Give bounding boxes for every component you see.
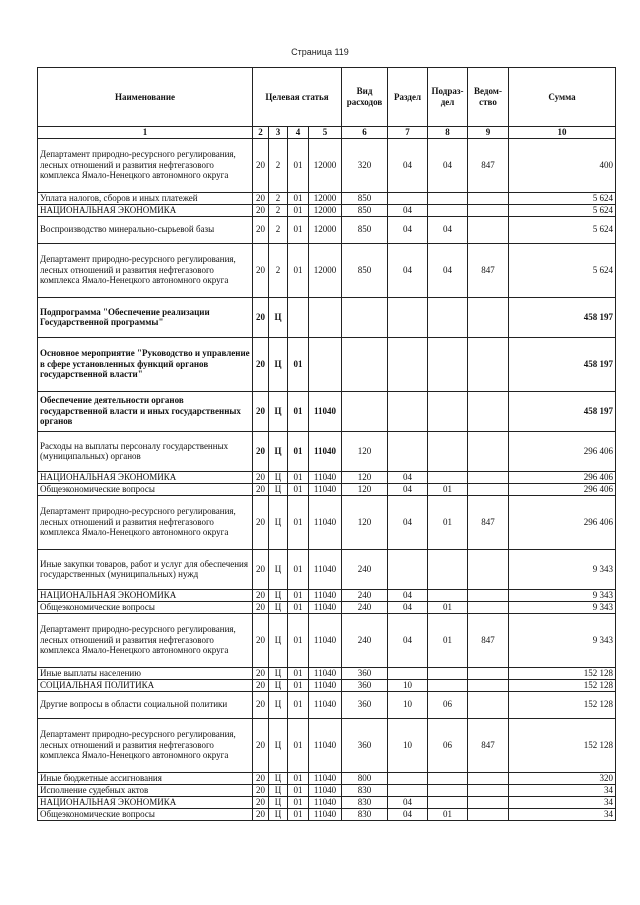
- amount-cell: 5 624: [509, 216, 616, 243]
- target-code-cell: 20: [253, 431, 269, 471]
- department-cell: [468, 204, 509, 216]
- target-code-cell: 11040: [309, 613, 342, 667]
- column-number-row: [38, 127, 616, 139]
- header-department: Ведом-ство: [468, 68, 509, 127]
- department-cell: [468, 667, 509, 679]
- subsection-cell: 06: [428, 718, 468, 772]
- target-code-cell: Ц: [269, 337, 288, 391]
- target-code-cell: 01: [288, 471, 309, 483]
- target-code-cell: [309, 337, 342, 391]
- column-number: 10: [509, 127, 616, 139]
- department-cell: 847: [468, 613, 509, 667]
- header-subsection: Подраз-дел: [428, 68, 468, 127]
- expense-type-cell: 360: [342, 667, 388, 679]
- target-code-cell: 01: [288, 691, 309, 718]
- target-code-cell: 11040: [309, 495, 342, 549]
- target-code-cell: 20: [253, 772, 269, 784]
- section-cell: [388, 549, 428, 589]
- subsection-cell: [428, 772, 468, 784]
- target-code-cell: Ц: [269, 391, 288, 431]
- target-code-cell: Ц: [269, 679, 288, 691]
- target-code-cell: 20: [253, 796, 269, 808]
- section-cell: 04: [388, 243, 428, 297]
- subsection-cell: [428, 471, 468, 483]
- target-code-cell: 2: [269, 216, 288, 243]
- target-code-cell: Ц: [269, 718, 288, 772]
- target-code-cell: 01: [288, 784, 309, 796]
- department-cell: [468, 691, 509, 718]
- table-row: [38, 589, 616, 601]
- budget-table: [37, 67, 616, 821]
- target-code-cell: 11040: [309, 772, 342, 784]
- row-name-cell: Другие вопросы в области социальной политики: [38, 691, 253, 718]
- amount-cell: 296 406: [509, 495, 616, 549]
- target-code-cell: 20: [253, 337, 269, 391]
- target-code-cell: 11040: [309, 589, 342, 601]
- amount-cell: 34: [509, 784, 616, 796]
- table-body: [38, 138, 616, 820]
- expense-type-cell: 830: [342, 796, 388, 808]
- amount-cell: 152 128: [509, 718, 616, 772]
- subsection-cell: [428, 337, 468, 391]
- target-code-cell: 11040: [309, 808, 342, 820]
- target-code-cell: 01: [288, 601, 309, 613]
- department-cell: [468, 796, 509, 808]
- target-code-cell: 01: [288, 216, 309, 243]
- subsection-cell: [428, 667, 468, 679]
- section-cell: [388, 772, 428, 784]
- header-name: Наименование: [38, 68, 253, 127]
- expense-type-cell: 830: [342, 784, 388, 796]
- target-code-cell: 2: [269, 192, 288, 204]
- section-cell: [388, 431, 428, 471]
- target-code-cell: 01: [288, 483, 309, 495]
- table-row: [38, 667, 616, 679]
- expense-type-cell: 320: [342, 138, 388, 192]
- expense-type-cell: 240: [342, 613, 388, 667]
- table-header-row: [38, 68, 616, 127]
- target-code-cell: 01: [288, 772, 309, 784]
- target-code-cell: Ц: [269, 613, 288, 667]
- target-code-cell: 11040: [309, 483, 342, 495]
- amount-cell: 34: [509, 796, 616, 808]
- column-number: 3: [269, 127, 288, 139]
- table-row: [38, 204, 616, 216]
- header-amount: Сумма: [509, 68, 616, 127]
- department-cell: [468, 772, 509, 784]
- target-code-cell: 11040: [309, 471, 342, 483]
- expense-type-cell: 360: [342, 691, 388, 718]
- row-name-cell: НАЦИОНАЛЬНАЯ ЭКОНОМИКА: [38, 589, 253, 601]
- table-row: [38, 772, 616, 784]
- subsection-cell: [428, 391, 468, 431]
- department-cell: [468, 216, 509, 243]
- target-code-cell: 12000: [309, 204, 342, 216]
- department-cell: [468, 679, 509, 691]
- target-code-cell: 11040: [309, 718, 342, 772]
- column-number: 7: [388, 127, 428, 139]
- section-cell: 04: [388, 589, 428, 601]
- department-cell: [468, 549, 509, 589]
- column-number: 4: [288, 127, 309, 139]
- amount-cell: 152 128: [509, 667, 616, 679]
- target-code-cell: 20: [253, 138, 269, 192]
- target-code-cell: Ц: [269, 691, 288, 718]
- department-cell: 847: [468, 718, 509, 772]
- target-code-cell: 20: [253, 391, 269, 431]
- row-name-cell: СОЦИАЛЬНАЯ ПОЛИТИКА: [38, 679, 253, 691]
- amount-cell: 9 343: [509, 613, 616, 667]
- target-code-cell: Ц: [269, 549, 288, 589]
- row-name-cell: Департамент природно-ресурсного регулирования, лесных отношений и развития нефтегазового комплекса Ямало-Ненецкого автономного округа: [38, 495, 253, 549]
- amount-cell: 458 197: [509, 297, 616, 337]
- target-code-cell: 20: [253, 192, 269, 204]
- table-row: [38, 471, 616, 483]
- subsection-cell: 06: [428, 691, 468, 718]
- row-name-cell: Основное мероприятие "Руководство и управление в сфере установленных функций органов государственной власти": [38, 337, 253, 391]
- subsection-cell: 04: [428, 216, 468, 243]
- target-code-cell: 11040: [309, 679, 342, 691]
- expense-type-cell: 830: [342, 808, 388, 820]
- department-cell: [468, 431, 509, 471]
- table-row: [38, 483, 616, 495]
- section-cell: [388, 297, 428, 337]
- target-code-cell: 01: [288, 431, 309, 471]
- target-code-cell: 20: [253, 784, 269, 796]
- target-code-cell: Ц: [269, 589, 288, 601]
- target-code-cell: 01: [288, 667, 309, 679]
- department-cell: [468, 808, 509, 820]
- amount-cell: 400: [509, 138, 616, 192]
- amount-cell: 458 197: [509, 391, 616, 431]
- amount-cell: 458 197: [509, 337, 616, 391]
- target-code-cell: 11040: [309, 691, 342, 718]
- target-code-cell: 20: [253, 495, 269, 549]
- expense-type-cell: 850: [342, 243, 388, 297]
- row-name-cell: Иные бюджетные ассигнования: [38, 772, 253, 784]
- row-name-cell: Департамент природно-ресурсного регулирования, лесных отношений и развития нефтегазового комплекса Ямало-Ненецкого автономного округа: [38, 613, 253, 667]
- target-code-cell: 20: [253, 243, 269, 297]
- target-code-cell: 20: [253, 667, 269, 679]
- department-cell: [468, 601, 509, 613]
- expense-type-cell: 120: [342, 471, 388, 483]
- section-cell: [388, 391, 428, 431]
- subsection-cell: [428, 679, 468, 691]
- target-code-cell: 01: [288, 391, 309, 431]
- target-code-cell: Ц: [269, 808, 288, 820]
- expense-type-cell: [342, 337, 388, 391]
- section-cell: 04: [388, 204, 428, 216]
- table-row: [38, 216, 616, 243]
- expense-type-cell: 850: [342, 192, 388, 204]
- target-code-cell: 2: [269, 204, 288, 216]
- target-code-cell: 01: [288, 192, 309, 204]
- table-row: [38, 391, 616, 431]
- row-name-cell: НАЦИОНАЛЬНАЯ ЭКОНОМИКА: [38, 204, 253, 216]
- table-row: [38, 495, 616, 549]
- subsection-cell: 01: [428, 483, 468, 495]
- department-cell: [468, 337, 509, 391]
- amount-cell: 5 624: [509, 243, 616, 297]
- section-cell: 10: [388, 679, 428, 691]
- subsection-cell: [428, 589, 468, 601]
- header-section: Раздел: [388, 68, 428, 127]
- target-code-cell: 20: [253, 204, 269, 216]
- subsection-cell: [428, 297, 468, 337]
- section-cell: 10: [388, 718, 428, 772]
- target-code-cell: Ц: [269, 601, 288, 613]
- target-code-cell: 01: [288, 337, 309, 391]
- department-cell: [468, 192, 509, 204]
- section-cell: [388, 337, 428, 391]
- subsection-cell: 01: [428, 495, 468, 549]
- table-row: [38, 679, 616, 691]
- section-cell: 10: [388, 691, 428, 718]
- table-row: [38, 613, 616, 667]
- table-row: [38, 808, 616, 820]
- target-code-cell: Ц: [269, 667, 288, 679]
- row-name-cell: Подпрограмма "Обеспечение реализации Государственной программы": [38, 297, 253, 337]
- section-cell: 04: [388, 495, 428, 549]
- subsection-cell: [428, 431, 468, 471]
- target-code-cell: 11040: [309, 391, 342, 431]
- row-name-cell: Расходы на выплаты персоналу государственных (муниципальных) органов: [38, 431, 253, 471]
- column-number: 9: [468, 127, 509, 139]
- department-cell: [468, 784, 509, 796]
- section-cell: [388, 192, 428, 204]
- section-cell: 04: [388, 483, 428, 495]
- section-cell: 04: [388, 471, 428, 483]
- column-number: 8: [428, 127, 468, 139]
- target-code-cell: 2: [269, 138, 288, 192]
- expense-type-cell: [342, 297, 388, 337]
- table-row: [38, 337, 616, 391]
- page-number-label: Страница 119: [291, 47, 349, 57]
- target-code-cell: 2: [269, 243, 288, 297]
- target-code-cell: 01: [288, 243, 309, 297]
- header-target-article: Целевая статья: [253, 68, 342, 127]
- section-cell: [388, 784, 428, 796]
- target-code-cell: 01: [288, 138, 309, 192]
- table-row: [38, 138, 616, 192]
- target-code-cell: [309, 297, 342, 337]
- row-name-cell: Иные закупки товаров, работ и услуг для обеспечения государственных (муниципальных) нужд: [38, 549, 253, 589]
- expense-type-cell: 120: [342, 495, 388, 549]
- amount-cell: 9 343: [509, 549, 616, 589]
- target-code-cell: 20: [253, 691, 269, 718]
- row-name-cell: НАЦИОНАЛЬНАЯ ЭКОНОМИКА: [38, 471, 253, 483]
- target-code-cell: Ц: [269, 784, 288, 796]
- expense-type-cell: 360: [342, 679, 388, 691]
- target-code-cell: 20: [253, 216, 269, 243]
- expense-type-cell: 240: [342, 601, 388, 613]
- subsection-cell: 01: [428, 808, 468, 820]
- target-code-cell: 20: [253, 613, 269, 667]
- row-name-cell: Департамент природно-ресурсного регулирования, лесных отношений и развития нефтегазового комплекса Ямало-Ненецкого автономного округа: [38, 243, 253, 297]
- expense-type-cell: 850: [342, 204, 388, 216]
- department-cell: 847: [468, 243, 509, 297]
- column-number: 2: [253, 127, 269, 139]
- target-code-cell: Ц: [269, 796, 288, 808]
- table-row: [38, 297, 616, 337]
- section-cell: [388, 667, 428, 679]
- department-cell: [468, 589, 509, 601]
- subsection-cell: 04: [428, 243, 468, 297]
- target-code-cell: 20: [253, 601, 269, 613]
- target-code-cell: 01: [288, 808, 309, 820]
- target-code-cell: 01: [288, 204, 309, 216]
- target-code-cell: 12000: [309, 192, 342, 204]
- target-code-cell: 01: [288, 589, 309, 601]
- target-code-cell: 01: [288, 495, 309, 549]
- section-cell: 04: [388, 613, 428, 667]
- target-code-cell: 01: [288, 549, 309, 589]
- row-name-cell: Иные выплаты населению: [38, 667, 253, 679]
- section-cell: 04: [388, 138, 428, 192]
- expense-type-cell: 240: [342, 549, 388, 589]
- row-name-cell: Исполнение судебных актов: [38, 784, 253, 796]
- amount-cell: 152 128: [509, 691, 616, 718]
- row-name-cell: НАЦИОНАЛЬНАЯ ЭКОНОМИКА: [38, 796, 253, 808]
- section-cell: 04: [388, 808, 428, 820]
- column-number: 6: [342, 127, 388, 139]
- target-code-cell: 11040: [309, 784, 342, 796]
- department-cell: [468, 483, 509, 495]
- expense-type-cell: 120: [342, 483, 388, 495]
- target-code-cell: 11040: [309, 549, 342, 589]
- amount-cell: 5 624: [509, 204, 616, 216]
- target-code-cell: 01: [288, 679, 309, 691]
- target-code-cell: Ц: [269, 431, 288, 471]
- row-name-cell: Общеэкономические вопросы: [38, 601, 253, 613]
- target-code-cell: Ц: [269, 495, 288, 549]
- table-row: [38, 192, 616, 204]
- table-row: [38, 718, 616, 772]
- row-name-cell: Воспроизводство минерально-сырьевой базы: [38, 216, 253, 243]
- table-row: [38, 796, 616, 808]
- table-row: [38, 691, 616, 718]
- column-number: 5: [309, 127, 342, 139]
- expense-type-cell: 240: [342, 589, 388, 601]
- target-code-cell: Ц: [269, 297, 288, 337]
- row-name-cell: Департамент природно-ресурсного регулирования, лесных отношений и развития нефтегазового комплекса Ямало-Ненецкого автономного округа: [38, 138, 253, 192]
- target-code-cell: 11040: [309, 667, 342, 679]
- target-code-cell: 20: [253, 549, 269, 589]
- subsection-cell: 01: [428, 613, 468, 667]
- expense-type-cell: 850: [342, 216, 388, 243]
- expense-type-cell: 120: [342, 431, 388, 471]
- amount-cell: 34: [509, 808, 616, 820]
- target-code-cell: Ц: [269, 772, 288, 784]
- target-code-cell: 20: [253, 297, 269, 337]
- expense-type-cell: [342, 391, 388, 431]
- amount-cell: 5 624: [509, 192, 616, 204]
- row-name-cell: Уплата налогов, сборов и иных платежей: [38, 192, 253, 204]
- amount-cell: 296 406: [509, 471, 616, 483]
- target-code-cell: 01: [288, 796, 309, 808]
- target-code-cell: 11040: [309, 431, 342, 471]
- table-row: [38, 601, 616, 613]
- table-row: [38, 784, 616, 796]
- target-code-cell: 12000: [309, 216, 342, 243]
- subsection-cell: [428, 549, 468, 589]
- department-cell: [468, 471, 509, 483]
- target-code-cell: 20: [253, 679, 269, 691]
- subsection-cell: 04: [428, 138, 468, 192]
- header-expense-type: Вид расходов: [342, 68, 388, 127]
- table-row: [38, 431, 616, 471]
- table-row: [38, 549, 616, 589]
- expense-type-cell: 800: [342, 772, 388, 784]
- section-cell: 04: [388, 601, 428, 613]
- target-code-cell: 01: [288, 613, 309, 667]
- target-code-cell: 20: [253, 483, 269, 495]
- section-cell: 04: [388, 796, 428, 808]
- row-name-cell: Общеэкономические вопросы: [38, 483, 253, 495]
- target-code-cell: 20: [253, 718, 269, 772]
- target-code-cell: 12000: [309, 243, 342, 297]
- row-name-cell: Общеэкономические вопросы: [38, 808, 253, 820]
- target-code-cell: 12000: [309, 138, 342, 192]
- section-cell: 04: [388, 216, 428, 243]
- department-cell: 847: [468, 138, 509, 192]
- target-code-cell: [288, 297, 309, 337]
- target-code-cell: 11040: [309, 796, 342, 808]
- subsection-cell: [428, 192, 468, 204]
- table-row: [38, 243, 616, 297]
- department-cell: 847: [468, 495, 509, 549]
- target-code-cell: 01: [288, 718, 309, 772]
- subsection-cell: [428, 204, 468, 216]
- target-code-cell: Ц: [269, 471, 288, 483]
- amount-cell: 9 343: [509, 589, 616, 601]
- amount-cell: 296 406: [509, 483, 616, 495]
- expense-type-cell: 360: [342, 718, 388, 772]
- amount-cell: 320: [509, 772, 616, 784]
- amount-cell: 296 406: [509, 431, 616, 471]
- column-number: 1: [38, 127, 253, 139]
- department-cell: [468, 391, 509, 431]
- amount-cell: 9 343: [509, 601, 616, 613]
- row-name-cell: Обеспечение деятельности органов государственной власти и иных государственных органов: [38, 391, 253, 431]
- amount-cell: 152 128: [509, 679, 616, 691]
- subsection-cell: [428, 796, 468, 808]
- department-cell: [468, 297, 509, 337]
- target-code-cell: 20: [253, 589, 269, 601]
- row-name-cell: Департамент природно-ресурсного регулирования, лесных отношений и развития нефтегазового комплекса Ямало-Ненецкого автономного округа: [38, 718, 253, 772]
- target-code-cell: 11040: [309, 601, 342, 613]
- subsection-cell: 01: [428, 601, 468, 613]
- target-code-cell: 20: [253, 808, 269, 820]
- target-code-cell: 20: [253, 471, 269, 483]
- subsection-cell: [428, 784, 468, 796]
- target-code-cell: Ц: [269, 483, 288, 495]
